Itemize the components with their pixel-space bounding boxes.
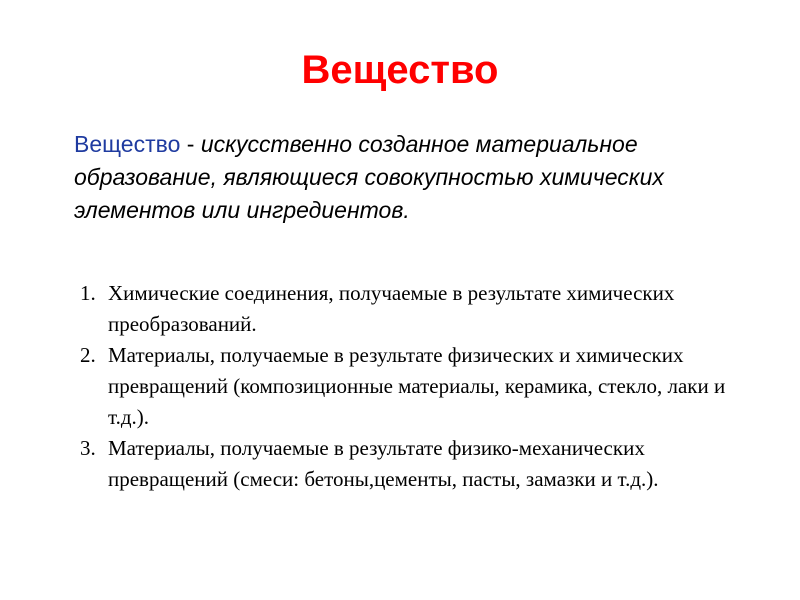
list-item-text: Материалы, получаемые в результате физических и химических превращений (композиционные материалы, керамика, стекло, лаки и т.д.). — [108, 343, 726, 429]
definition-term: Вещество — [74, 131, 181, 157]
list-item-text: Химические соединения, получаемые в результате химических преобразований. — [108, 281, 675, 336]
definition-paragraph — [74, 128, 764, 227]
definition-separator: - — [180, 131, 201, 157]
slide-title: Вещество — [301, 48, 499, 92]
list-item-text: Материалы, получаемые в результате физико-механических превращений (смеси: бетоны,цементы, пасты, замазки и т.д.). — [108, 436, 659, 491]
list-item-number: 3. — [80, 436, 96, 460]
list-item — [80, 340, 740, 433]
definition-text: искусственно созданное материальное образование, являющиеся совокупностью химических элементов или ингредиентов. — [74, 131, 664, 223]
list-item-number: 1. — [80, 281, 96, 305]
numbered-list — [80, 278, 740, 495]
list-item — [80, 278, 740, 340]
list-item-number: 2. — [80, 343, 96, 367]
list-item — [80, 433, 740, 495]
